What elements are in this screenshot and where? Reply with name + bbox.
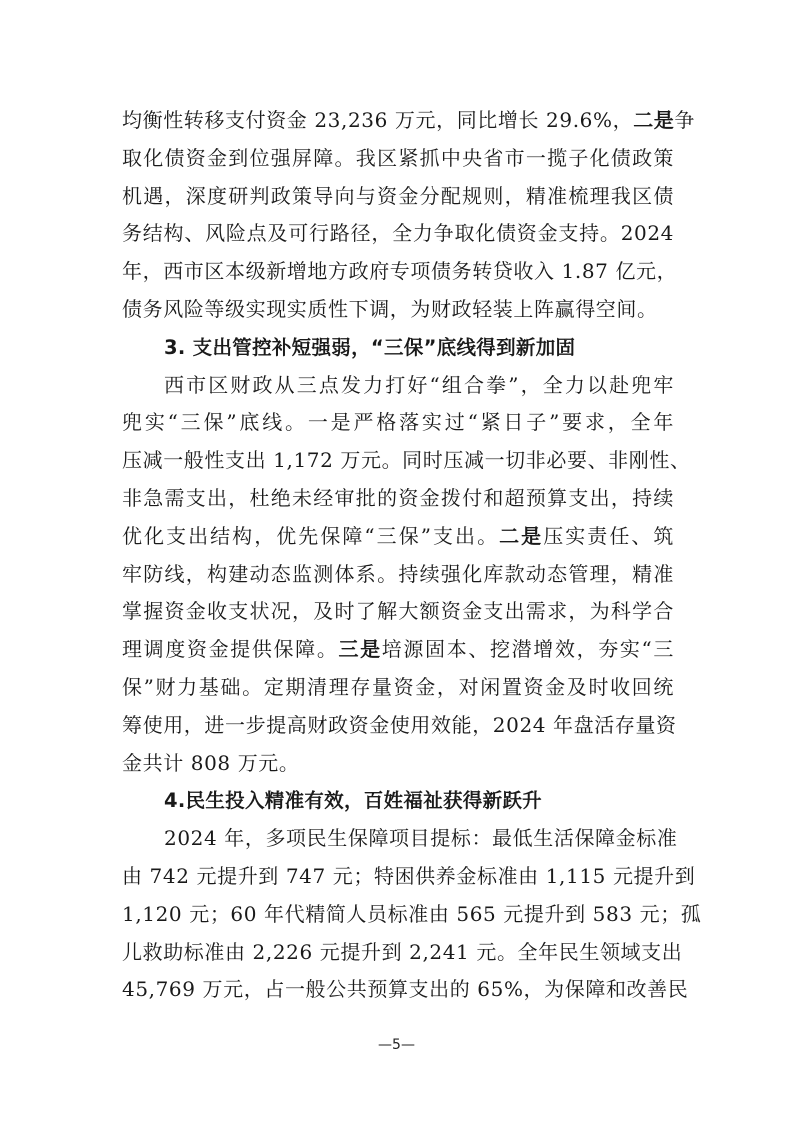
paragraph-line: 机遇，深度研判政策导向与资金分配规则，精准梳理我区债 bbox=[122, 183, 674, 208]
text-run: 压实责任、筑 bbox=[543, 523, 674, 548]
paragraph-line: 压减一般性支出 1,172 万元。同时压减一切非必要、非刚性、 bbox=[122, 448, 691, 473]
paragraph-line: 由 742 元提升到 747 元；特困供养金标准由 1,115 元提升到 bbox=[122, 863, 696, 888]
paragraph-line: 2024 年，多项民生保障项目提标：最低生活保障金标准 bbox=[164, 826, 678, 851]
emphasis-text: 二是 bbox=[499, 523, 544, 548]
paragraph-line: 金共计 808 万元。 bbox=[122, 750, 300, 775]
text-run: 争 bbox=[674, 108, 695, 132]
paragraph-line bbox=[122, 102, 695, 140]
paragraph-line: 儿救助标准由 2,226 元提升到 2,241 元。全年民生领域支出 bbox=[122, 939, 683, 964]
emphasis-text: 二是 bbox=[633, 108, 675, 132]
paragraph-line bbox=[122, 518, 674, 556]
paragraph-line: 债务风险等级实现实质性下调，为财政轻装上阵赢得空间。 bbox=[122, 296, 658, 321]
paragraph-line: 西市区财政从三点发力打好“组合拳”，全力以赴兜牢 bbox=[164, 372, 674, 397]
emphasis-text: 三是 bbox=[338, 637, 382, 662]
body-text bbox=[122, 102, 702, 1009]
paragraph-line bbox=[122, 631, 674, 669]
text-run: 均衡性转移支付资金 23,236 万元，同比增长 29.6%， bbox=[122, 108, 634, 132]
paragraph-line: 年，西市区本级新增地方政府专项债务转贷收入 1.87 亿元， bbox=[122, 259, 678, 284]
text-run: 理调度资金提供保障。 bbox=[122, 637, 339, 662]
paragraph-line: 取化债资金到位强屏障。我区紧抓中央省市一揽子化债政策 bbox=[122, 145, 674, 170]
paragraph-line: 45,769 万元，占一般公共预算支出的 65%，为保障和改善民 bbox=[122, 977, 689, 1002]
page-number: —5— bbox=[378, 1037, 415, 1053]
paragraph-line: 筹使用，进一步提高财政资金使用效能，2024 年盘活存量资 bbox=[122, 712, 677, 737]
paragraph-line: 1,120 元；60 年代精简人员标准由 565 元提升到 583 元；孤 bbox=[122, 901, 702, 926]
paragraph-line: 兜实“三保”底线。一是严格落实过“紧日子”要求，全年 bbox=[122, 410, 674, 435]
paragraph-line: 非急需支出，杜绝未经审批的资金拨付和超预算支出，持续 bbox=[122, 485, 674, 510]
section-heading-3: 3. 支出管控补短强弱，“三保”底线得到新加固 bbox=[164, 335, 576, 359]
text-run: 优化支出结构，优先保障“三保”支出。 bbox=[122, 523, 500, 548]
paragraph-line: 牢防线，构建动态监测体系。持续强化库款动态管理，精准 bbox=[122, 561, 674, 586]
text-run: 培源固本、挖潜增效，夯实“三 bbox=[381, 637, 674, 662]
section-heading-4: 4.民生投入精准有效，百姓福祉获得新跃升 bbox=[164, 789, 542, 813]
paragraph-line: 掌握资金收支状况，及时了解大额资金支出需求，为科学合 bbox=[122, 599, 674, 624]
paragraph-line: 务结构、风险点及可行路径，全力争取化债资金支持。2024 bbox=[122, 221, 674, 246]
paragraph-line: 保”财力基础。定期清理存量资金，对闲置资金及时收回统 bbox=[122, 674, 674, 699]
